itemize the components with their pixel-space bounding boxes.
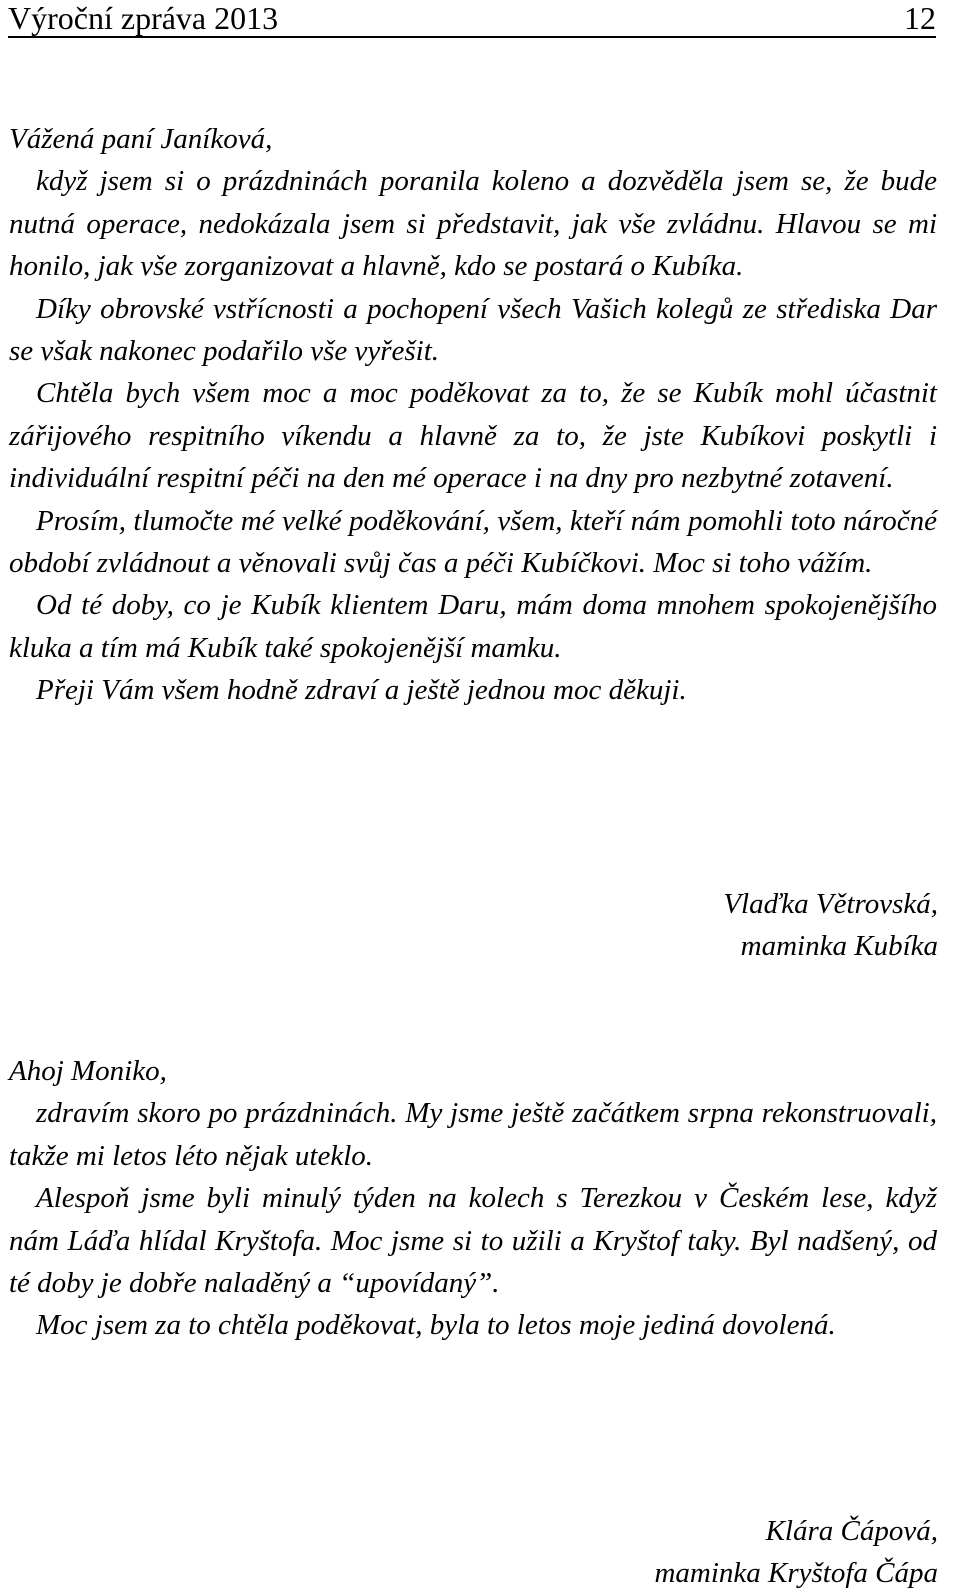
letter-signature bbox=[723, 883, 938, 968]
letter-paragraph: Od té doby, co je Kubík klientem Daru, mám doma mnohem spokojenějšího kluka a tím má Kubík také spokojenější mamku. bbox=[9, 589, 937, 664]
letter-janikova bbox=[9, 118, 937, 712]
letter-paragraph: Prosím, tlumočte mé velké poděkování, všem, kteří nám pomohli toto náročné období zvládnout a věnovali svůj čas a péči Kubíčkovi. Moc si toho vážím. bbox=[9, 504, 937, 580]
report-title: Výroční zpráva 2013 bbox=[8, 0, 279, 36]
letter-paragraph: Přeji Vám všem hodně zdraví a ještě jednou moc děkuji. bbox=[36, 674, 687, 707]
signature-name: Klára Čápová, bbox=[765, 1515, 938, 1547]
page-header bbox=[8, 0, 936, 38]
letter-paragraph: když jsem si o prázdninách poranila koleno a dozvěděla jsem se, že bude nutná operace, nedokázala jsem si představit, jak vše zvládnu. Hlavou se mi honilo, jak vše zorganizovat a hlavně, kdo se postará o Kubíka. bbox=[9, 165, 937, 283]
letter-paragraph: zdravím skoro po prázdninách. My jsme ještě začátkem srpna rekonstruovali, takže mi letos léto nějak uteklo. bbox=[9, 1097, 937, 1172]
letter-signature bbox=[654, 1510, 938, 1595]
letter-moniko bbox=[9, 1050, 937, 1347]
letter-greeting: Ahoj Moniko, bbox=[9, 1055, 167, 1087]
signature-role: maminka Kryštofa Čápa bbox=[654, 1557, 938, 1590]
page-number: 12 bbox=[904, 0, 936, 36]
letter-greeting: Vážená paní Janíková, bbox=[9, 123, 273, 155]
letter-paragraph: Chtěla bych všem moc a moc poděkovat za to, že se Kubík mohl účastnit zářijového respitního víkendu a hlavně za to, že jste Kubíkovi poskytli i individuální respitní péči na den mé operace i na dny pro nezbytné zotavení. bbox=[9, 377, 937, 495]
signature-name: Vlaďka Větrovská, bbox=[723, 888, 938, 920]
letter-paragraph: Alespoň jsme byli minulý týden na kolech s Terezkou v Českém lese, když nám Láďa hlídal Kryštofa. Moc jsme si to užili a Kryštof taky. Byl nadšený, od té doby je dobře naladěný a “upovídaný”. bbox=[9, 1182, 937, 1300]
letter-paragraph: Moc jsem za to chtěla poděkovat, byla to letos moje jediná dovolená. bbox=[36, 1309, 836, 1342]
signature-role: maminka Kubíka bbox=[740, 930, 938, 963]
letter-paragraph: Díky obrovské vstřícnosti a pochopení všech Vašich kolegů ze střediska Dar se však nakonec podařilo vše vyřešit. bbox=[9, 292, 937, 368]
